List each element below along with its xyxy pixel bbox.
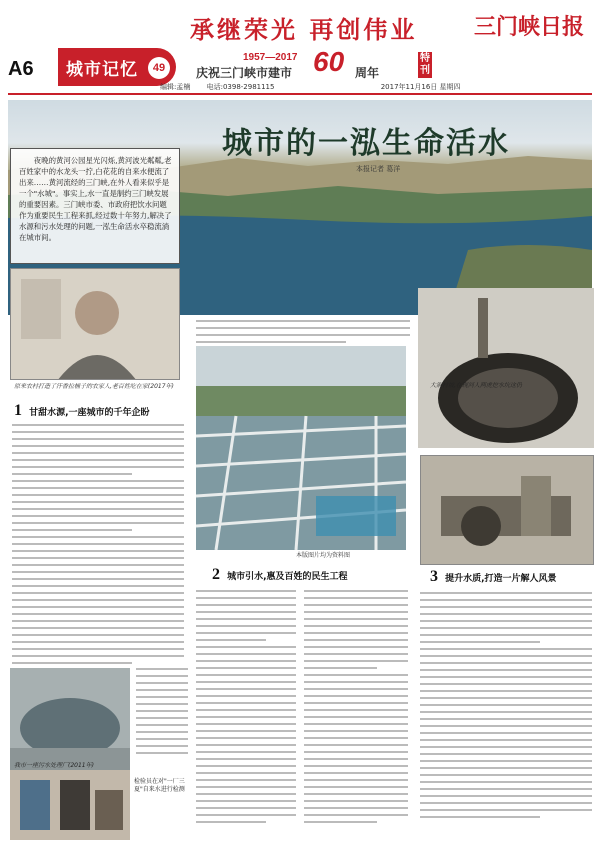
section-3-heading [430,568,557,586]
lab-inspection-photo [10,770,130,840]
column-4-text [420,592,592,823]
special-label: 特刊 [420,53,430,76]
column-2-top-text [196,320,410,348]
well-caption: 大涧村坡,在现河人两虎挖水坑这仍 [430,382,522,389]
column-issue: 49 [148,57,170,79]
column-3-text [304,590,408,828]
mill-photo [420,455,594,565]
anniversary-years: 1957—2017 [243,52,298,63]
meta-bar [160,82,590,92]
column-logo [58,48,176,86]
section-1-number: 1 [14,402,22,419]
phone: 电话:0398-2981115 [206,83,275,91]
section-3-title: 提升水质,打造一片解人风景 [445,574,557,584]
masthead [0,0,600,92]
column-1-bottom-text [136,668,188,759]
section-2-number: 2 [212,566,220,583]
paper-name: 三门峡日报 [474,14,585,40]
issue-date: 2017年11月16日 星期四 [380,83,461,91]
treatment-plant-caption: 我市一座污水处理厂(2011年) [14,762,94,769]
editor: 编辑:孟楠 [160,83,191,91]
section-1-heading [14,402,150,420]
anniversary-suffix: 周年 [355,66,380,80]
well-photo [418,288,594,448]
lede-text: 夜晚的黄河公园星光闪烁,黄河波光粼粼,老百姓家中的水龙头一拧,白花花的自来水便流了出来……黄河流经的三门峡,在外人看来似乎是一个"水城"。事实上,水一直是制约三门峡发展的重要因素。三门峡市委、市政府把饮水问题作为重要民生工程来抓,经过数十年努力,解决了水源和污水处理的问题,一泓生命活水卒稳流淌在城市间。 [19,156,172,242]
section-2-heading [212,566,348,584]
column-1-text [12,424,184,669]
section-1-title: 甘甜水源,一座城市的千年企盼 [29,408,150,418]
page-number: A6 [8,58,34,80]
column-name: 城市记忆 [66,60,138,80]
slogan: 承继荣光 再创伟业 [190,15,418,44]
lede-box [10,148,180,264]
anniversary-number: 60 [313,46,345,77]
plant-caption: 本版图片均为资料图 [296,552,351,559]
water-plant-photo [196,346,406,550]
header-rule [8,93,592,95]
section-3-number: 3 [430,568,438,585]
article-title: 城市的一泓生命活水 [222,126,510,161]
byline: 本报记者 葛洋 [356,165,401,173]
portrait-caption: 原来农村打造了汗香拉桶子的农家人,老百姓吃在家(2017年) [14,383,174,390]
section-2-title: 城市引水,惠及百姓的民生工程 [227,572,348,582]
lab-caption: 检验员在对"一厂三夏"自来水进行检测 [134,778,185,793]
villager-portrait [10,268,180,380]
column-2-text [196,590,296,828]
anniversary-line: 庆祝三门峡市建市 [196,66,293,80]
